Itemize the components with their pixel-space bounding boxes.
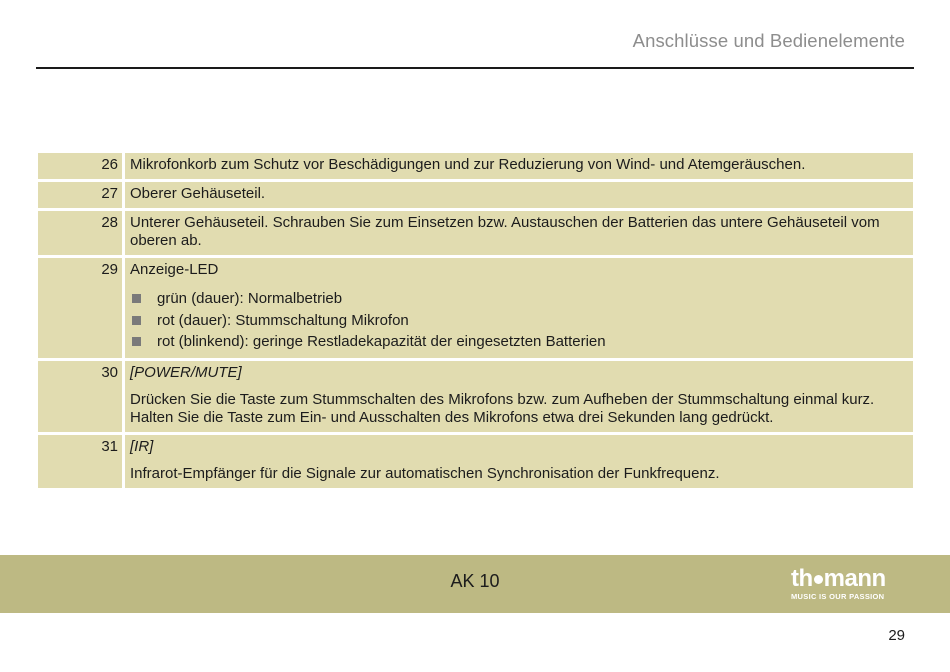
table-row <box>38 258 913 358</box>
item-number: 29 <box>38 258 122 358</box>
description-text: Mikrofonkorb zum Schutz vor Beschädigungen und zur Reduzierung von Wind- und Atemgeräuschen. <box>130 156 806 173</box>
section-title: Anschlüsse und Bedienelemente <box>632 30 905 51</box>
bullet-text: grün (dauer): Normalbetrieb <box>157 290 343 307</box>
footer-band <box>0 555 950 613</box>
thomann-logo <box>791 567 905 601</box>
square-bullet-icon <box>132 337 141 346</box>
bullet-text: rot (blinkend): geringe Restladekapazität der eingesetzten Batterien <box>157 333 606 350</box>
item-description <box>125 182 913 208</box>
model-name: AK 10 <box>450 571 500 591</box>
description-title: Anzeige-LED <box>130 261 219 278</box>
table-row <box>38 361 913 432</box>
description-text: Infrarot-Empfänger für die Signale zur automatischen Synchronisation der Funkfrequenz. <box>130 464 720 482</box>
controls-table <box>38 153 913 491</box>
logo-tagline: MUSIC IS OUR PASSION <box>791 592 885 601</box>
item-number: 26 <box>38 153 122 179</box>
header-divider <box>36 67 914 69</box>
logo-wordmark <box>791 567 905 591</box>
item-description <box>125 361 913 432</box>
item-number: 30 <box>38 361 122 432</box>
bullet-list <box>130 288 883 353</box>
logo-text-right: mann <box>823 565 886 592</box>
bullet-text: rot (dauer): Stummschaltung Mikrofon <box>157 311 409 329</box>
item-description <box>125 153 913 179</box>
logo-text-left: th <box>791 565 813 592</box>
control-label: [POWER/MUTE] <box>130 363 242 381</box>
table-row <box>38 182 913 208</box>
square-bullet-icon <box>132 294 141 303</box>
description-text: Oberer Gehäuseteil. <box>130 185 266 202</box>
page-number: 29 <box>888 627 905 644</box>
item-number: 31 <box>38 435 122 488</box>
square-bullet-icon <box>132 316 141 325</box>
logo-dot-icon <box>814 575 823 584</box>
item-number: 28 <box>38 211 122 255</box>
item-description <box>125 211 913 255</box>
table-row <box>38 153 913 179</box>
table-row <box>38 211 913 255</box>
item-description <box>125 258 913 358</box>
item-description <box>125 435 913 488</box>
control-label: [IR] <box>130 437 154 455</box>
list-item <box>130 288 883 310</box>
table-row <box>38 435 913 488</box>
list-item <box>130 331 883 353</box>
description-text: Unterer Gehäuseteil. Schrauben Sie zum Einsetzen bzw. Austauschen der Batterien das untere Gehäuseteil vom oberen ab. <box>130 214 880 249</box>
item-number: 27 <box>38 182 122 208</box>
list-item <box>130 310 883 332</box>
description-text: Drücken Sie die Taste zum Stummschalten des Mikrofons bzw. zum Aufheben der Stummschaltung einmal kurz. Halten Sie die Taste zum Ein- und Ausschalten des Mikrofons etwa drei Sekunden lang gedrückt. <box>130 390 875 426</box>
